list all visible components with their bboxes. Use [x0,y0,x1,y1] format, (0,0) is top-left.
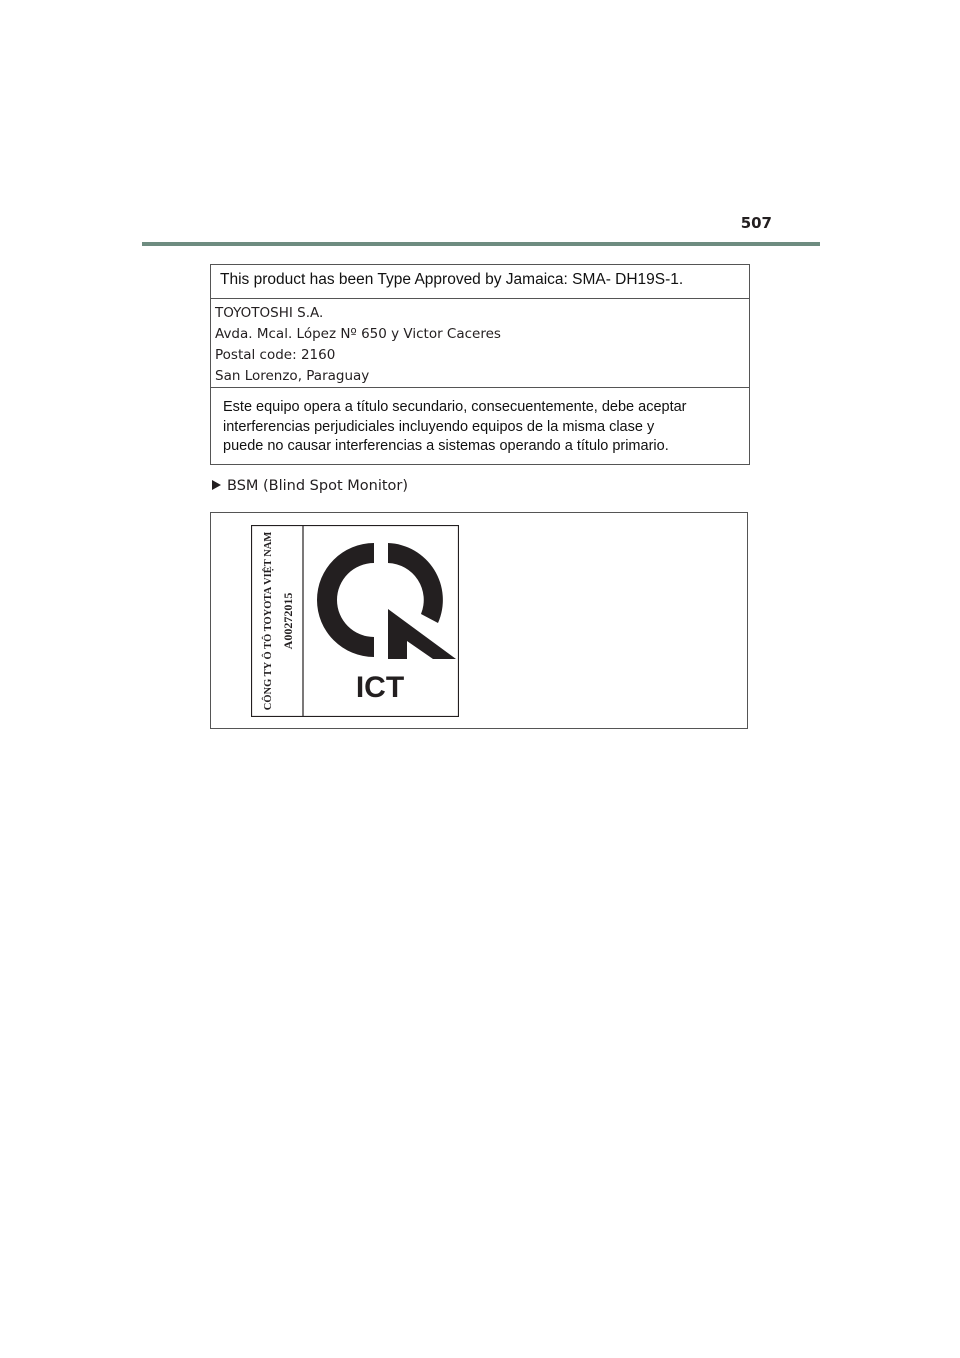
paraguay-city: San Lorenzo, Paraguay [215,368,370,384]
spanish-notice-row [211,388,749,464]
approval-table [210,264,750,465]
ict-certification-label [251,525,459,717]
jamaica-approval-row [211,265,749,299]
spanish-notice-line: puede no causar interferencias a sistemas operando a título primario. [223,438,669,454]
spanish-notice-line: interferencias perjudiciales incluyendo equipos de la misma clase y [223,418,655,435]
header-rule [142,242,820,246]
label-company-text: CÔNG TY Ô TÔ TOYOTA VIỆT NAM [263,531,274,711]
paraguay-address-row [211,299,749,388]
paraguay-postal-code: Postal code: 2160 [215,347,336,363]
ict-label-frame [210,512,748,729]
section-heading-text: BSM (Blind Spot Monitor) [227,478,409,494]
section-heading [212,478,408,494]
spanish-notice-line: Este equipo opera a título secundario, consecuentemente, debe aceptar [223,399,687,415]
jamaica-approval-text: This product has been Type Approved by Jamaica: SMA- DH19S-1. [220,271,684,288]
page-number: 507 [740,214,772,232]
paraguay-company: TOYOTOSHI S.A. [215,305,324,321]
paraguay-street: Avda. Mcal. López Nº 650 y Victor Caceres [215,326,501,342]
triangle-bullet-icon [212,480,221,490]
ict-mark-text: ICT [355,671,405,704]
label-code-text: A00272015 [281,592,295,650]
